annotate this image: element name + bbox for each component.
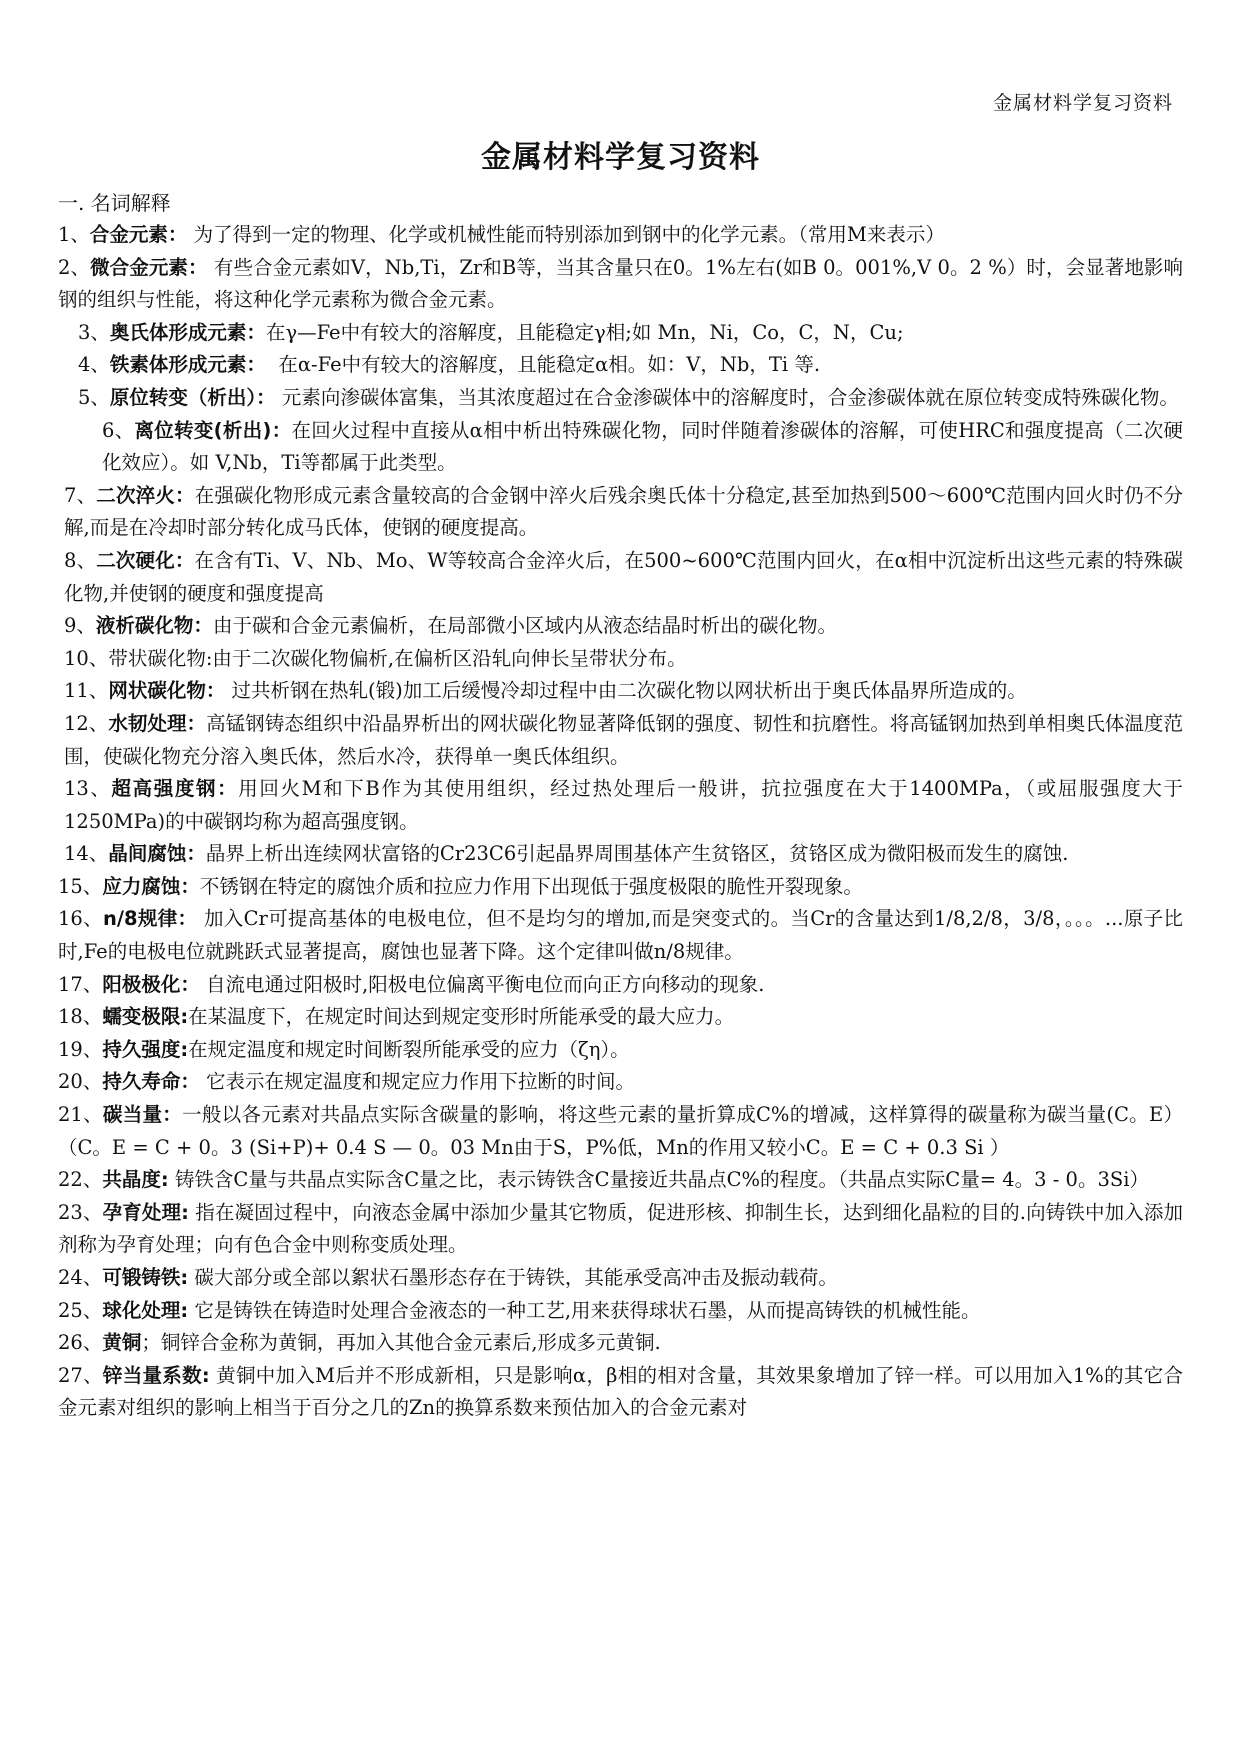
entry-number: 16、	[58, 907, 103, 931]
entry-number: 22、	[58, 1168, 103, 1192]
entry-term: 黄铜	[102, 1331, 142, 1355]
entry-text: 用回火M和下B作为其使用组织，经过热处理后一般讲，抗拉强度在大于1400MPa，（或屈服强度大于1250MPa)的中碳钢均称为超高强度钢。	[64, 777, 1183, 833]
entry-number: 26、	[58, 1331, 103, 1355]
definition-list	[58, 219, 1183, 1425]
entry-number: 10、	[64, 646, 109, 670]
definition-entry	[58, 1262, 1183, 1295]
definition-entry	[58, 317, 1183, 350]
entry-text: 它是铸铁在铸造时处理合金液态的一种工艺,用来获得球状石墨，从而提高铸铁的机械性能。	[194, 1298, 981, 1322]
entry-text: 在强碳化物形成元素含量较高的合金钢中淬火后残余奥氏体十分稳定,甚至加热到500～600℃范围内回火时仍不分解,而是在冷却时部分转化成马氏体，使钢的硬度提高。	[64, 483, 1183, 540]
entry-number: 27、	[58, 1363, 103, 1387]
entry-text: 过共析钢在热轧(锻)加工后缓慢冷却过程中由二次碳化物以网状析出于奥氏体晶界所造成的。	[231, 679, 1027, 703]
entry-term: 液析碳化物：	[95, 614, 213, 638]
definition-entry	[58, 1295, 1183, 1328]
entry-number: 24、	[58, 1266, 103, 1289]
entry-number: 17、	[58, 972, 103, 996]
page-title: 金属材料学复习资料	[481, 140, 760, 175]
definition-entry	[58, 415, 1183, 480]
entry-number: 25、	[58, 1298, 103, 1322]
entry-number: 21、	[58, 1103, 103, 1127]
section-heading: 一. 名词解释	[58, 191, 171, 215]
entry-number: 13、	[64, 777, 112, 801]
entry-term: 锌当量系数:	[102, 1363, 210, 1387]
entry-number: 1、	[58, 223, 90, 246]
entry-text: 元素向渗碳体富集，当其浓度超过在合金渗碳体中的溶解度时，合金渗碳体就在原位转变成特殊碳化物。	[281, 385, 1179, 409]
entry-text: 晶界上析出连续网状富铬的Cr23C6引起晶界周围基体产生贫铬区，贫铬区成为微阳极而发生的腐蚀.	[205, 842, 1069, 866]
entry-number: 19、	[58, 1037, 103, 1061]
definition-entry	[58, 610, 1183, 643]
entry-term: 离位转变(析出)：	[134, 418, 292, 442]
definition-entry	[58, 349, 1183, 382]
entry-text: 在回火过程中直接从α相中析出特殊碳化物，同时伴随着渗碳体的溶解，可使HRC和强度提高（二次硬化效应）。如 V,Nb，Ti等都属于此类型。	[102, 418, 1183, 475]
entry-number: 8、	[64, 548, 97, 572]
entry-number: 3、	[78, 320, 110, 344]
entry-number: 12、	[64, 711, 109, 735]
entry-term: 孕育处理:	[102, 1200, 189, 1224]
definition-entry	[58, 1034, 1183, 1067]
entry-number: 11、	[64, 679, 109, 703]
entry-text: 有些合金元素如V，Nb,Ti，Zr和B等，当其含量只在0。1%左右(如B 0。001%,V 0。2 %）时，会显著地影响钢的组织与性能，将这种化学元素称为微合金元素。	[58, 255, 1183, 312]
entry-text: 一般以各元素对共晶点实际含碳量的影响，将这些元素的量折算成C%的增减，这样算得的碳量称为碳当量(C。E）（C。E = C + 0。3 (Si+P)+ 0.4 S — 0。03 Mn由于S，P%低，Mn的作用又较小C。E = C + 0.3 Si ）	[58, 1103, 1183, 1159]
definition-entry	[58, 773, 1183, 838]
entry-term: 可锻铸铁:	[102, 1266, 189, 1289]
entry-text: 它表示在规定温度和规定应力作用下拉断的时间。	[206, 1070, 636, 1094]
entry-text: 在某温度下，在规定时间达到规定变形时所能承受的最大应力。	[188, 1005, 735, 1029]
definition-entry	[58, 252, 1183, 317]
entry-text: 在α-Fe中有较大的溶解度，且能稳定α相。如：V，Nb，Ti 等.	[278, 353, 821, 377]
definition-entry	[58, 969, 1183, 1002]
entry-term: n/8规律：	[102, 907, 198, 931]
entry-term: 微合金元素：	[90, 255, 208, 279]
entry-number: 23、	[58, 1200, 103, 1224]
entry-number: 18、	[58, 1005, 103, 1029]
entry-term: 二次淬火：	[96, 483, 195, 507]
entry-text: 在γ—Fe中有较大的溶解度，且能稳定γ相;如 Mn，Ni，Co，C，N，Cu;	[265, 320, 904, 344]
entry-term: 共晶度:	[102, 1168, 169, 1192]
entry-text: 由于碳和合金元素偏析，在局部微小区域内从液态结晶时析出的碳化物。	[212, 614, 837, 638]
entry-term: 合金元素：	[89, 223, 188, 246]
definition-entry	[58, 219, 1183, 252]
definition-entry	[58, 1066, 1183, 1099]
entry-number: 4、	[78, 353, 110, 377]
entry-text: 加入Cr可提高基体的电极电位，但不是均匀的增加,而是突变式的。当Cr的含量达到1/8,2/8，3/8，。。。...原子比时,Fe的电极电位就跳跃式显著提高，腐蚀也显著下降。这个定律叫做n/8规律。	[58, 907, 1184, 964]
entry-number: 6、	[102, 418, 135, 442]
entry-text: 黄铜中加入M后并不形成新相，只是影响α，β相的相对含量，其效果象增加了锌一样。可以用加入1%的其它合金元素对组织的影响上相当于百分之几的Zn的换算系数来预估加入的合金元素对	[58, 1363, 1183, 1420]
entry-term: 原位转变（析出）：	[109, 385, 276, 409]
entry-text: 在规定温度和规定时间断裂所能承受的应力（ζη）。	[188, 1037, 630, 1061]
entry-number: 14、	[64, 842, 109, 866]
definition-entry	[58, 1197, 1183, 1262]
entry-text: 在含有Ti、V、Nb、Mo、W等较高合金淬火后，在500~600℃范围内回火，在α相中沉淀析出这些元素的特殊碳化物,并使钢的硬度和强度提高	[64, 548, 1183, 605]
entry-text: ；铜锌合金称为黄铜，再加入其他合金元素后,形成多元黄铜.	[141, 1331, 661, 1355]
entry-term: 阳极极化：	[102, 972, 200, 996]
entry-term: 奥氏体形成元素：	[109, 320, 266, 344]
entry-term: 球化处理:	[102, 1298, 189, 1322]
definition-entry	[58, 643, 1183, 676]
definition-entry	[58, 1001, 1183, 1034]
definition-entry	[58, 675, 1183, 708]
entry-term: 水韧处理：	[108, 711, 207, 735]
entry-term: 铁素体形成元素：	[109, 353, 266, 377]
entry-number: 20、	[58, 1070, 103, 1094]
entry-term: 二次硬化：	[96, 548, 195, 572]
definition-entry	[58, 903, 1183, 968]
definition-entry	[58, 1164, 1183, 1197]
definition-entry	[58, 480, 1183, 545]
entry-text: 指在凝固过程中，向液态金属中添加少量其它物质，促进形核、抑制生长，达到细化晶粒的目的.向铸铁中加入添加剂称为孕育处理；向有色合金中则称变质处理。	[58, 1200, 1183, 1257]
entry-text: 自流电通过阳极时,阳极电位偏离平衡电位而向正方向移动的现象.	[206, 972, 765, 996]
entry-text: 铸铁含C量与共晶点实际含C量之比，表示铸铁含C量接近共晶点C%的程度。（共晶点实际C量= 4。3 - 0。3Si）	[174, 1168, 1149, 1192]
entry-number: 15、	[58, 874, 103, 898]
entry-number: 5、	[78, 385, 110, 409]
entry-text: 为了得到一定的物理、化学或机械性能而特别添加到钢中的化学元素。（常用M来表示）	[193, 223, 945, 246]
entry-number: 9、	[64, 614, 96, 638]
definition-entry	[58, 545, 1183, 610]
entry-text: 高锰钢铸态组织中沿晶界析出的网状碳化物显著降低钢的强度、韧性和抗磨性。将高锰钢加热到单相奥氏体温度范围，使碳化物充分溶入奥氏体，然后水冷，获得单一奥氏体组织。	[64, 711, 1183, 768]
entry-number: 7、	[64, 483, 97, 507]
entry-term: 碳当量：	[102, 1103, 183, 1127]
entry-term: 持久寿命：	[102, 1070, 200, 1094]
definition-entry	[58, 1327, 1183, 1360]
definition-entry	[58, 838, 1183, 871]
entry-text: 带状碳化物:由于二次碳化物偏析,在偏析区沿轧向伸长呈带状分布。	[108, 646, 687, 670]
entry-text: 碳大部分或全部以絮状石墨形态存在于铸铁，其能承受高冲击及振动载荷。	[194, 1266, 838, 1289]
definition-entry	[58, 1099, 1183, 1164]
entry-term: 应力腐蚀：	[102, 874, 200, 898]
definition-entry	[58, 382, 1183, 415]
entry-text: 不锈钢在特定的腐蚀介质和拉应力作用下出现低于强度极限的脆性开裂现象。	[199, 874, 863, 898]
entry-number: 2、	[58, 255, 91, 279]
entry-term: 晶间腐蚀：	[108, 842, 206, 866]
definition-entry	[58, 871, 1183, 904]
running-header: 金属材料学复习资料	[992, 92, 1173, 114]
entry-term: 持久强度:	[102, 1037, 189, 1061]
entry-term: 网状碳化物：	[108, 679, 226, 703]
entry-term: 超高强度钢：	[111, 777, 239, 801]
entry-term: 蠕变极限:	[102, 1005, 189, 1029]
definition-entry	[58, 1360, 1183, 1425]
definition-entry	[58, 708, 1183, 773]
